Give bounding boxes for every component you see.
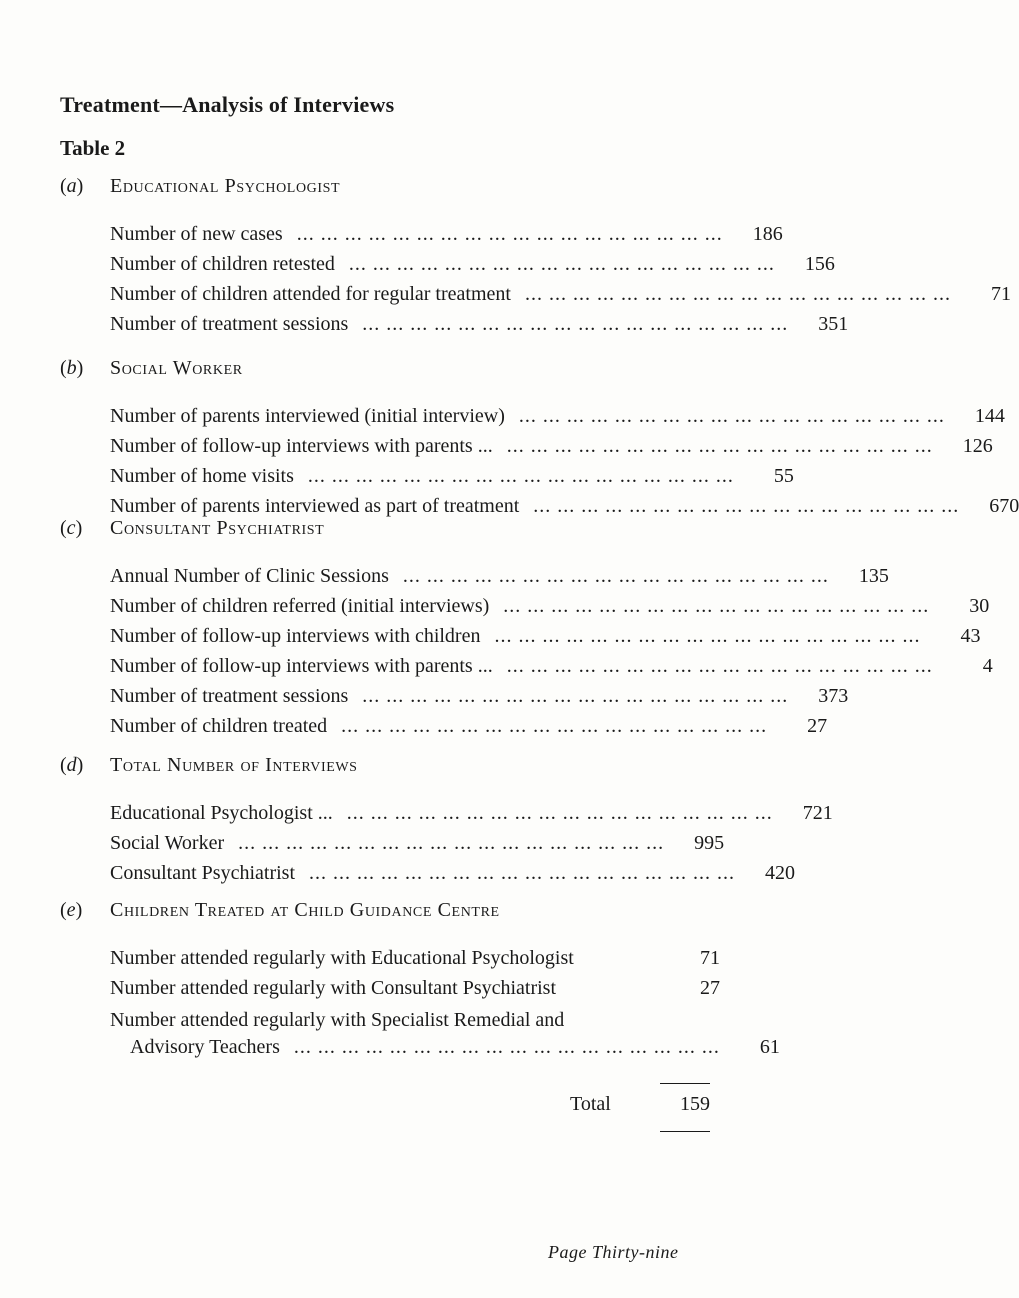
total-label: Total xyxy=(570,1093,611,1115)
leader-dots: ... ... ... ... ... ... ... ... ... ... ... ... ... ... ... ... ... ... xyxy=(503,595,930,617)
leader-dots: ... ... ... ... ... ... ... ... ... ... ... ... ... ... ... ... ... ... xyxy=(341,715,768,737)
table-row xyxy=(110,591,990,621)
row-label: Number of children treated xyxy=(110,715,328,737)
row-label: Number of follow-up interviews with parents ... xyxy=(110,435,493,457)
table-row xyxy=(110,431,993,461)
row-value: 144 xyxy=(974,405,1005,427)
row-value: 71 xyxy=(990,283,1011,305)
row-value: 186 xyxy=(752,223,783,245)
table-row xyxy=(110,798,833,828)
row-label: Number attended regularly with Specialist Remedial and xyxy=(110,1009,565,1031)
row-label: Educational Psychologist ... xyxy=(110,802,333,824)
row-label: Number of children attended for regular treatment xyxy=(110,283,511,305)
row-value: 373 xyxy=(818,685,849,707)
table-row xyxy=(110,1005,780,1059)
row-value: 27 xyxy=(700,977,720,999)
row-value: 55 xyxy=(773,465,794,487)
leader-dots: ... ... ... ... ... ... ... ... ... ... ... ... ... ... ... ... ... ... xyxy=(506,655,933,677)
row-label: Number of follow-up interviews with parents ... xyxy=(110,655,493,677)
row-label: Social Worker xyxy=(110,832,225,854)
row-value: 30 xyxy=(969,595,990,617)
page-title: Treatment—Analysis of Interviews xyxy=(60,92,395,117)
row-label: Number of follow-up interviews with children xyxy=(110,625,481,647)
table-row xyxy=(110,651,993,681)
section-letter: (d) xyxy=(60,754,84,776)
section-title: Children Treated at Child Guidance Centre xyxy=(110,899,500,921)
leader-dots: ... ... ... ... ... ... ... ... ... ... ... ... ... ... ... ... ... ... xyxy=(296,223,723,245)
total-rule-top xyxy=(660,1083,710,1084)
section-rows xyxy=(110,561,993,741)
section-title: Social Worker xyxy=(110,357,243,379)
total-rule-bottom xyxy=(660,1131,710,1132)
table-row xyxy=(110,681,849,711)
row-label: Number of home visits xyxy=(110,465,294,487)
row-label: Number of treatment sessions xyxy=(110,313,349,335)
row-value: 71 xyxy=(700,947,720,969)
page-footer: Page Thirty-nine xyxy=(548,1242,679,1262)
table-row xyxy=(110,249,835,279)
table-row xyxy=(110,561,889,591)
section-total-interviews xyxy=(60,750,833,888)
section-heading xyxy=(60,895,720,925)
leader-dots: ... ... ... ... ... ... ... ... ... ... ... ... ... ... ... ... ... ... xyxy=(506,435,933,457)
table-row xyxy=(110,621,981,651)
section-title: Consultant Psychiatrist xyxy=(110,517,325,539)
row-label: Consultant Psychiatrist xyxy=(110,862,295,884)
table-row xyxy=(110,711,828,741)
section-heading xyxy=(60,750,720,780)
section-social-worker xyxy=(60,353,1019,521)
row-value: 135 xyxy=(858,565,889,587)
table-row xyxy=(110,943,720,973)
section-letter: (c) xyxy=(60,517,83,539)
section-letter: (a) xyxy=(60,175,84,197)
table-row xyxy=(110,858,795,888)
table-row xyxy=(110,401,1005,431)
row-label: Number of new cases xyxy=(110,223,283,245)
section-rows xyxy=(110,401,1019,521)
leader-dots: ... ... ... ... ... ... ... ... ... ... ... ... ... ... ... ... ... ... xyxy=(518,405,945,427)
section-letter: (e) xyxy=(60,899,83,921)
row-label: Number attended regularly with Educational Psychologist xyxy=(110,947,574,969)
section-rows xyxy=(110,219,1011,339)
row-label: Number of children referred (initial interviews) xyxy=(110,595,490,617)
row-value: 995 xyxy=(694,832,725,854)
table-row xyxy=(110,828,725,858)
table-row xyxy=(110,461,794,491)
leader-dots: ... ... ... ... ... ... ... ... ... ... ... ... ... ... ... ... ... ... xyxy=(309,862,735,884)
leader-dots: ... ... ... ... ... ... ... ... ... ... ... ... ... ... ... ... ... ... xyxy=(307,465,734,487)
row-value: 670 xyxy=(989,495,1019,517)
table-row xyxy=(110,219,783,249)
section-consultant-psychiatrist xyxy=(60,513,993,741)
row-label: Number of parents interviewed as part of treatment xyxy=(110,495,520,517)
row-value: 156 xyxy=(804,253,835,275)
row-value: 43 xyxy=(960,625,981,647)
row-continuation xyxy=(110,1035,780,1059)
row-label: Number of treatment sessions xyxy=(110,685,349,707)
leader-dots: ... ... ... ... ... ... ... ... ... ... ... ... ... ... ... ... ... ... xyxy=(362,685,789,707)
section-educational-psychologist xyxy=(60,171,1011,339)
section-letter: (b) xyxy=(60,357,84,379)
leader-dots: ... ... ... ... ... ... ... ... ... ... ... ... ... ... ... ... ... ... xyxy=(402,565,829,587)
section-title: Educational Psychologist xyxy=(110,175,341,197)
row-value: 420 xyxy=(765,862,795,884)
total-value: 159 xyxy=(680,1093,710,1115)
row-label: Number attended regularly with Consultant Psychiatrist xyxy=(110,977,557,999)
total-row xyxy=(570,1093,710,1116)
row-label: Number of children retested xyxy=(110,253,335,275)
leader-dots: ... ... ... ... ... ... ... ... ... ... ... ... ... ... ... ... ... ... xyxy=(362,313,789,335)
row-label: Annual Number of Clinic Sessions xyxy=(110,565,389,587)
row-value: 27 xyxy=(807,715,828,737)
leader-dots: ... ... ... ... ... ... ... ... ... ... ... ... ... ... ... ... ... ... xyxy=(293,1036,720,1058)
row-label-continued: Advisory Teachers xyxy=(130,1036,280,1058)
row-value: 4 xyxy=(982,655,993,677)
section-heading xyxy=(60,171,720,201)
table-row xyxy=(110,309,849,339)
row-label: Number of parents interviewed (initial interview) xyxy=(110,405,505,427)
leader-dots: ... ... ... ... ... ... ... ... ... ... ... ... ... ... ... ... ... ... xyxy=(346,802,773,824)
row-value: 61 xyxy=(759,1036,780,1058)
section-heading xyxy=(60,513,720,543)
row-value: 351 xyxy=(818,313,849,335)
section-children-treated xyxy=(60,895,780,1059)
section-rows xyxy=(110,943,780,1059)
row-value: 721 xyxy=(802,802,833,824)
leader-dots: ... ... ... ... ... ... ... ... ... ... ... ... ... ... ... ... ... ... xyxy=(238,832,665,854)
section-heading xyxy=(60,353,720,383)
row-value: 126 xyxy=(962,435,993,457)
table-row xyxy=(110,973,720,1003)
leader-dots: ... ... ... ... ... ... ... ... ... ... ... ... ... ... ... ... ... ... xyxy=(494,625,921,647)
leader-dots: ... ... ... ... ... ... ... ... ... ... ... ... ... ... ... ... ... ... xyxy=(348,253,775,275)
section-rows xyxy=(110,798,833,888)
table-label: Table 2 xyxy=(60,136,126,160)
section-title: Total Number of Interviews xyxy=(110,754,358,776)
leader-dots: ... ... ... ... ... ... ... ... ... ... ... ... ... ... ... ... ... ... xyxy=(524,283,951,305)
leader-dots: ... ... ... ... ... ... ... ... ... ... ... ... ... ... ... ... ... ... xyxy=(533,495,960,517)
table-row xyxy=(110,279,1011,309)
